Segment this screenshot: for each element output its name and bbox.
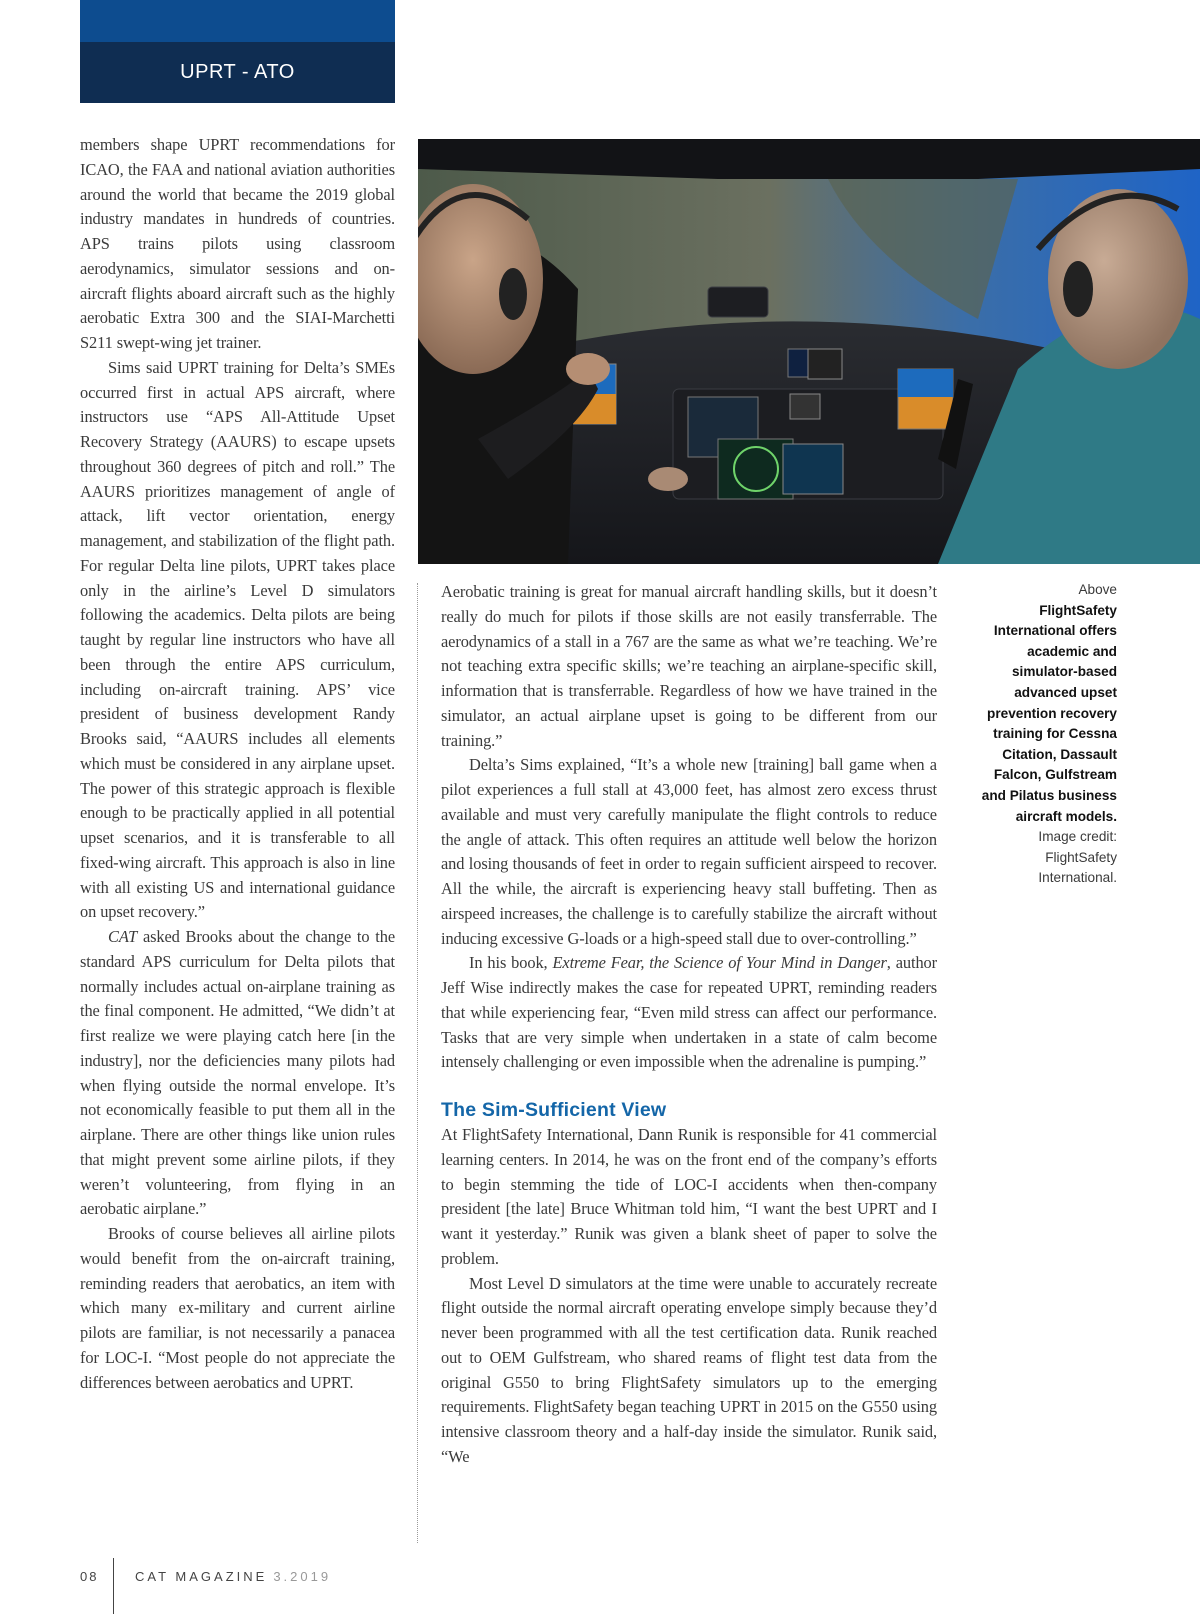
page-number: 08 — [80, 1569, 99, 1584]
section-header-band — [80, 0, 395, 103]
issue-number: 3.2019 — [273, 1569, 332, 1584]
footer-divider — [113, 1558, 114, 1614]
caption-text: FlightSafety International offers academic and simulator-based advanced upset prevention recovery training for Cessna Citation, Dassault Falcon, Gulfstream and Pilatus business aircraft models. — [981, 602, 1117, 824]
left-text-column — [80, 133, 395, 1395]
paragraph: Brooks of course believes all airline pilots would benefit from the on-aircraft training, reminding readers that aerobatics, an item with which many ex-military and current airline pilots are familiar, is not necessarily a panacea for LOC-I. “Most people do not appreciate the differences between aerobatics and UPRT. — [80, 1224, 395, 1392]
photo-caption — [970, 580, 1117, 889]
section-title: UPRT - ATO — [80, 42, 395, 103]
cockpit-simulator-photo — [418, 139, 1200, 564]
paragraph-text: asked Brooks about the change to the standard APS curriculum for Delta pilots that normally includes actual on-airplane training as the final component. He admitted, “We didn’t at first realize we were playing catch here [in the industry], nor the deficiencies many pilots had when flying outside the normal envelope. It’s not economically feasible to put them all in the airplane. There are other things like union rules that might prevent some airline pilots, if they weren’t volunteering, from flying in an aerobatic airplane.” — [80, 927, 395, 1219]
column-divider — [417, 583, 418, 1543]
paragraph-text: , author Jeff Wise indirectly makes the case for repeated UPRT, reminding readers that while experiencing fear, “Even mild stress can affect our performance. Tasks that are very simple when undertaken in a state of calm become intensely challenging or even impossible when the adrenaline is pumping.” — [441, 953, 937, 1072]
header-accent-bar — [80, 0, 395, 42]
book-title: Extreme Fear, the Science of Your Mind in Danger — [552, 953, 887, 973]
magazine-name — [135, 1569, 331, 1584]
paragraph: Delta’s Sims explained, “It’s a whole new [training] ball game when a pilot experiences a full stall at 43,000 feet, has almost zero excess thrust available and must very carefully manipulate the flight controls to reduce the angle of attack. This often requires an attitude well below the horizon and losing thousands of feet in order to regain sufficient airspeed to recover. All the while, the aircraft is experiencing heavy stall buffeting. Then as airspeed increases, the challenge is to carefully stabilize the aircraft without inducing excessive G-loads or a high-speed stall due to over-controlling.” — [441, 755, 937, 948]
photo-illustration — [418, 139, 1200, 564]
paragraph-lead: In his book, — [469, 953, 553, 973]
paragraph: Sims said UPRT training for Delta’s SMEs occurred first in actual APS aircraft, where instructors use “APS All-Attitude Upset Recovery Strategy (AAURS) to escape upsets throughout 360 degrees of pitch and roll.” The AAURS prioritizes management of angle of attack, lift vector orientation, energy management, and stabilization of the flight path. For regular Delta line pilots, UPRT takes place only in the airline’s Level D simulators following the academics. Delta pilots are being taught by regular line instructors who have all been through the entire APS curriculum, including on-aircraft training. APS’ vice president of business development Randy Brooks said, “AAURS includes all elements which must be considered in any airplane upset. The power of this strategic approach is flexible enough to be practically applied in all potential upset scenarios, and it is transferable to all fixed-wing aircraft. This approach is also in line with all existing US and international guidance on upset recovery.” — [80, 357, 395, 922]
paragraph: At FlightSafety International, Dann Runik is responsible for 41 commercial learning centers. In 2014, he was on the front end of the company’s efforts to begin stemming the tide of LOC-I accidents when then-company president [the late] Bruce Whitman told him, “I want the best UPRT and I want it yesterday.” Runik was given a blank sheet of paper to solve the problem. — [441, 1125, 937, 1268]
magazine-title: CAT MAGAZINE — [135, 1569, 268, 1584]
page-footer — [80, 1558, 480, 1614]
paragraph — [80, 925, 395, 1222]
paragraph: Most Level D simulators at the time were unable to accurately recreate flight outside the normal aircraft operating envelope simply because they’d never been programmed with all the test certification data. Runik reached out to OEM Gulfstream, who shared reams of flight test data from the original G550 to bring FlightSafety simulators up to the emerging requirements. FlightSafety began teaching UPRT in 2015 on the G550 using intensive classroom theory and a half-day inside the simulator. Runik said, “We — [441, 1273, 937, 1466]
paragraph — [441, 951, 937, 1075]
main-text-column — [441, 580, 937, 1470]
caption-credit: Image credit: FlightSafety International. — [1038, 829, 1117, 886]
paragraph: members shape UPRT recommendations for ICAO, the FAA and national aviation authorities around the world that became the 2019 global industry mandates in hundreds of countries. APS trains pilots using classroom aerodynamics, simulator sessions and on-aircraft flights aboard aircraft such as the highly aerobatic Extra 300 and the SIAI-Marchetti S211 swept-wing jet trainer. — [80, 135, 395, 352]
paragraph: Aerobatic training is great for manual aircraft handling skills, but it doesn’t really do much for pilots if those skills are not easily transferrable. The aerodynamics of a stall in a 767 are the same as what we’re teaching. We’re not teaching extra specific skills; we’re teaching an airplane-specific skill, information that is transferrable. Regardless of how we have trained in the simulator, an actual airplane upset is going to be different from our training.” — [441, 582, 937, 750]
magazine-abbrev: CAT — [108, 927, 138, 946]
caption-label: Above — [1078, 582, 1117, 597]
section-subheading: The Sim-Sufficient View — [441, 1099, 667, 1121]
